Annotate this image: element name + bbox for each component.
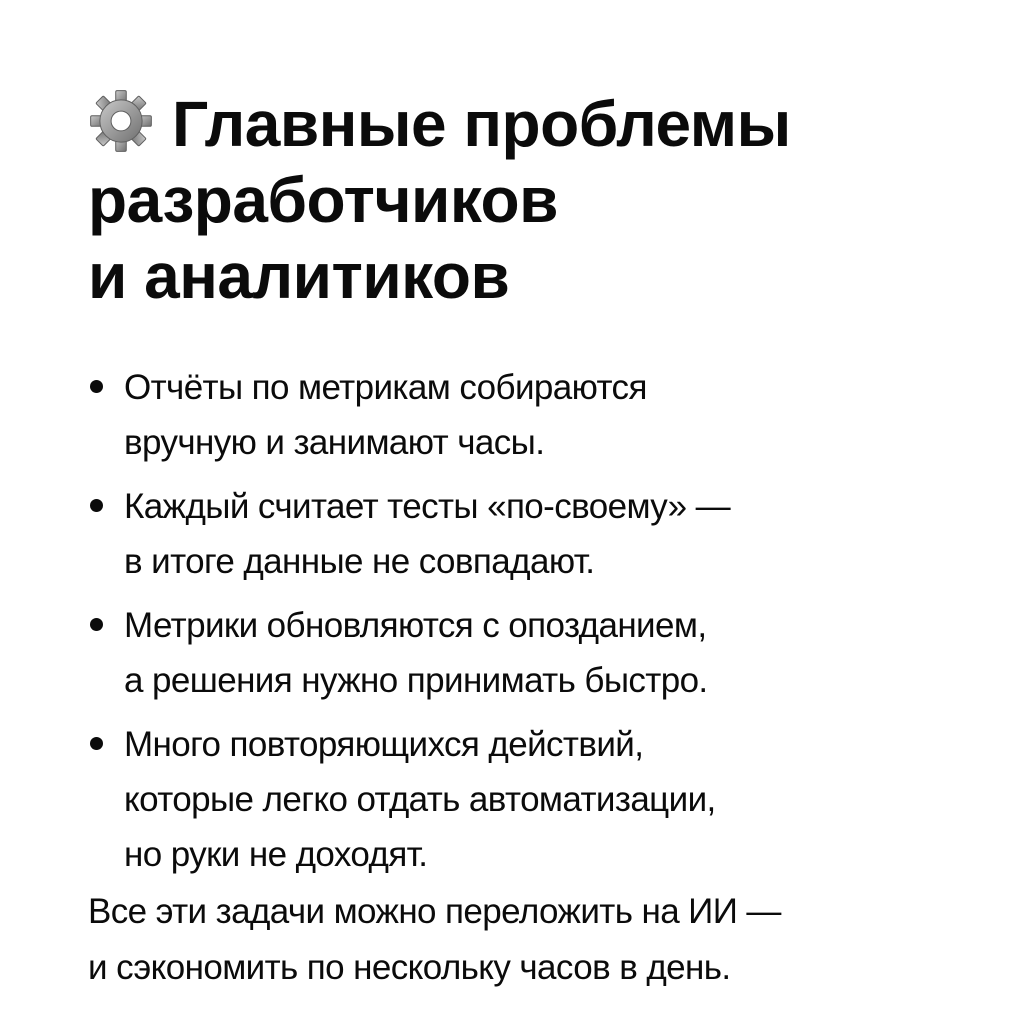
bullet-dot [90,380,103,393]
list-item-line: Много повторяющихся действий, [124,725,644,764]
list-item-line: а решения нужно принимать быстро. [124,661,708,700]
list-item-line: Метрики обновляются с опозданием, [124,606,707,645]
list-item-line: вручную и занимают часы. [124,423,545,462]
list-item [88,360,988,470]
list-item-line: в итоге данные не совпадают. [124,542,595,581]
list-item-line: которые легко отдать автоматизации, [124,780,716,819]
gear-icon [88,88,154,154]
title-text-1: Главные проблемы [172,88,791,160]
bullet-dot [90,737,103,750]
conclusion-text [88,884,988,996]
list-item [88,479,988,589]
problems-list [88,360,988,891]
page-title [88,86,988,314]
list-item-line: Отчёты по метрикам собираются [124,368,647,407]
list-item-line: Каждый считает тесты «по-своему» — [124,487,730,526]
list-item [88,598,988,708]
title-line-3: и аналитиков [88,240,510,312]
bullet-dot [90,618,103,631]
bullet-dot [90,499,103,512]
list-item [88,717,988,882]
title-line-2: разработчиков [88,164,558,236]
list-item-line: но руки не доходят. [124,835,428,874]
conclusion-line: Все эти задачи можно переложить на ИИ — [88,892,781,931]
title-line-1 [88,86,988,162]
conclusion-line: и сэкономить по нескольку часов в день. [88,948,731,987]
